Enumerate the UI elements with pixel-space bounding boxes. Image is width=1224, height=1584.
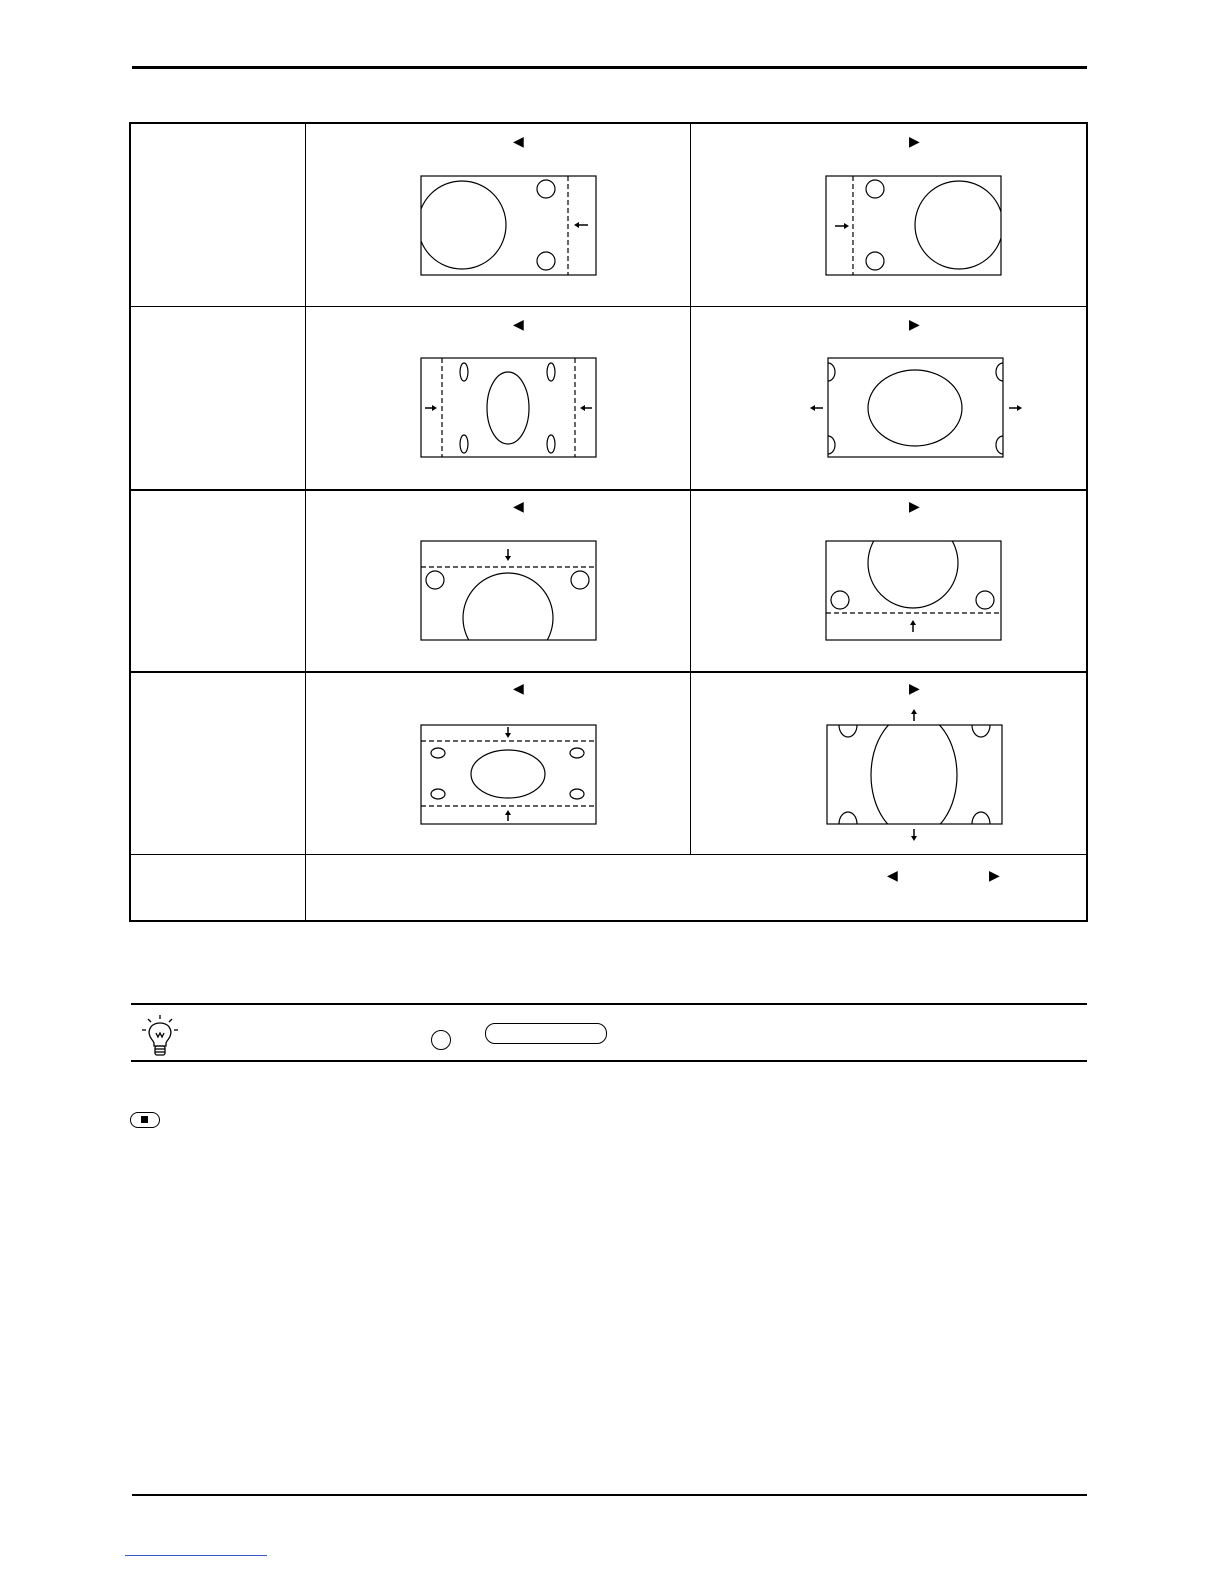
- oval-button-icon: [485, 1023, 607, 1044]
- vertical-stretch-diagram: [826, 704, 1006, 846]
- right-arrow-icon: ▶: [909, 316, 920, 332]
- shift-up-diagram: [825, 540, 1005, 644]
- footer-link-underline[interactable]: [125, 1555, 267, 1556]
- shift-right-diagram: [825, 175, 1005, 279]
- left-arrow-icon: ◀: [513, 680, 524, 696]
- row-divider: [129, 854, 1088, 855]
- tip-bottom-rule: [131, 1060, 1087, 1062]
- right-arrow-icon: ▶: [909, 498, 920, 514]
- label-column-divider: [305, 122, 306, 922]
- row-divider: [129, 671, 1088, 673]
- top-rule: [132, 66, 1087, 69]
- right-arrow-icon: ▶: [989, 867, 1000, 883]
- lightbulb-icon: [140, 1015, 180, 1059]
- right-arrow-icon: ▶: [909, 133, 920, 149]
- left-arrow-icon: ◀: [887, 867, 898, 883]
- left-arrow-icon: ◀: [513, 133, 524, 149]
- tip-top-rule: [131, 1003, 1087, 1005]
- shift-down-diagram: [420, 540, 600, 644]
- round-button-icon: [431, 1030, 451, 1050]
- stop-button-icon: [130, 1112, 160, 1128]
- horizontal-stretch-diagram: [805, 357, 1027, 461]
- left-arrow-icon: ◀: [513, 316, 524, 332]
- left-arrow-icon: ◀: [513, 498, 524, 514]
- row-divider: [129, 489, 1088, 491]
- horizontal-shrink-diagram: [420, 357, 600, 461]
- row-divider: [129, 306, 1088, 307]
- bottom-rule: [132, 1494, 1087, 1496]
- right-arrow-icon: ▶: [909, 680, 920, 696]
- shift-left-diagram: [420, 175, 600, 279]
- vertical-shrink-diagram: [420, 724, 600, 828]
